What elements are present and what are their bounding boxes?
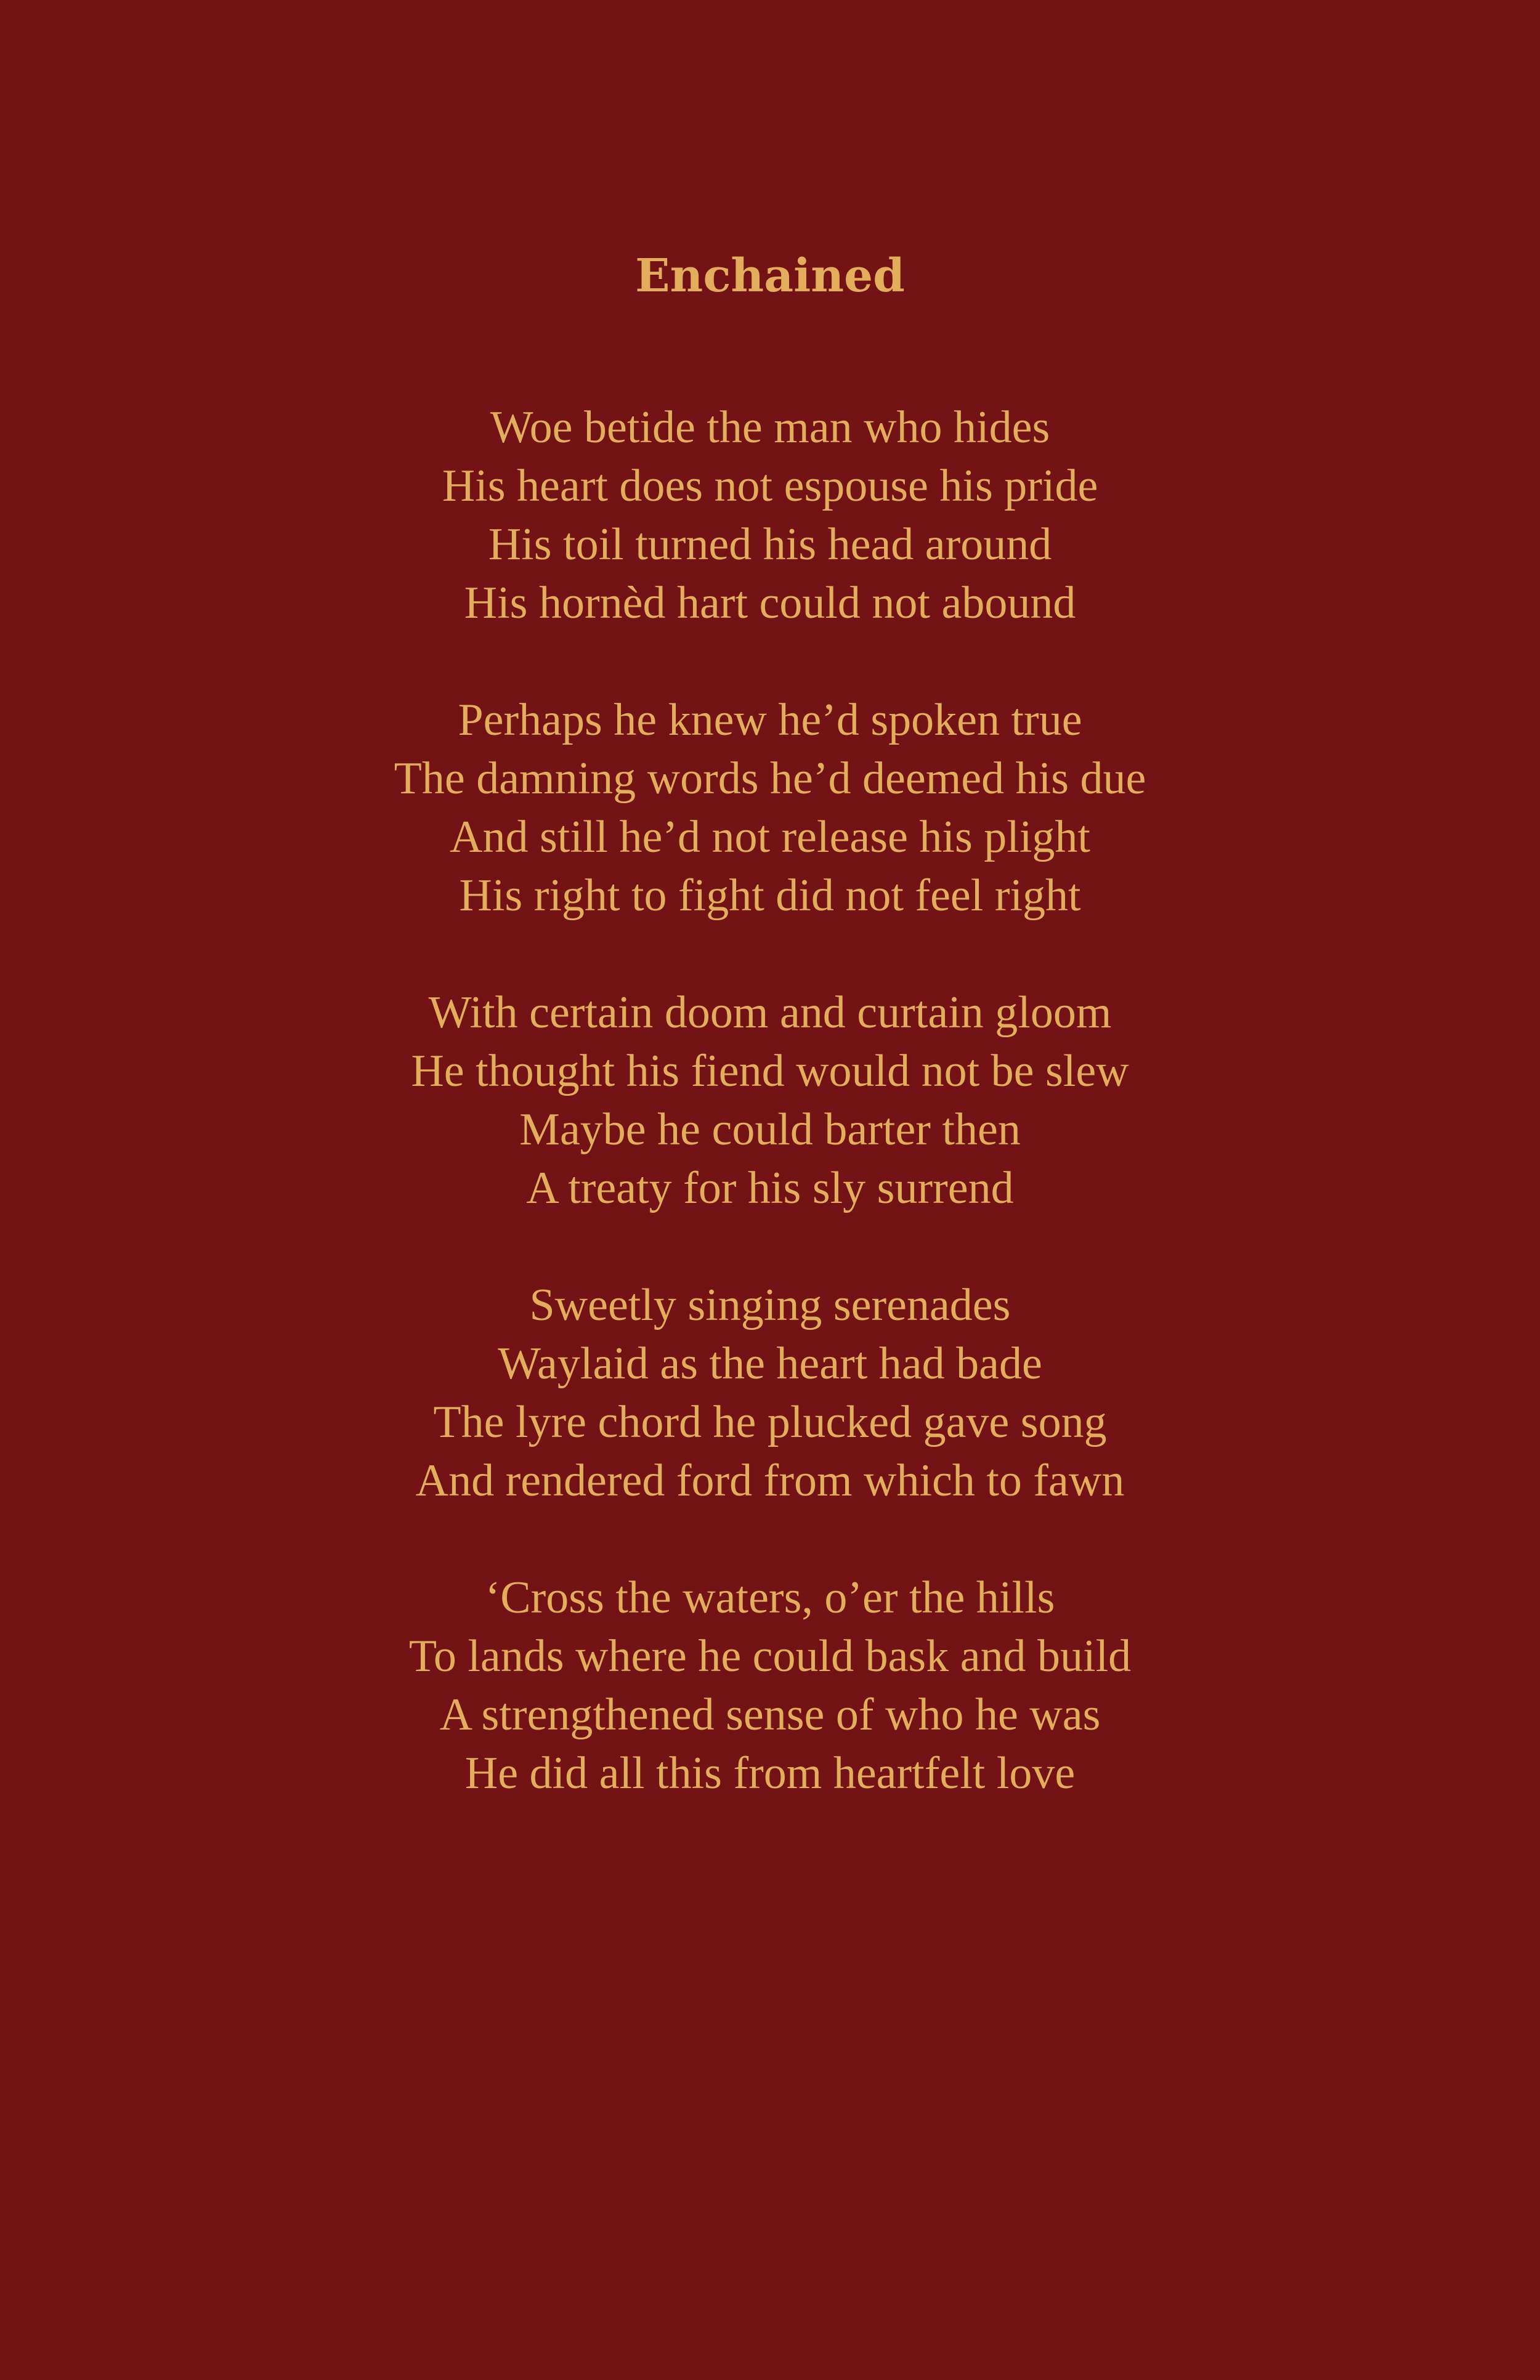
poem-line: Waylaid as the heart had bade <box>498 1338 1042 1389</box>
poem-line: His toil turned his head around <box>488 519 1052 570</box>
stanza-3 <box>0 984 1540 1218</box>
poem-line: The damning words he’d deemed his due <box>394 753 1146 804</box>
poem-line: A treaty for his sly surrend <box>526 1163 1014 1213</box>
poem-title: Enchained <box>635 249 905 302</box>
stanza-1 <box>0 399 1540 633</box>
poem-line: His heart does not espouse his pride <box>442 461 1098 511</box>
poem-line: Perhaps he knew he’d spoken true <box>458 695 1082 745</box>
poem-line: And still he’d not release his plight <box>450 812 1090 862</box>
poem-line: Maybe he could barter then <box>519 1104 1021 1155</box>
poem-line: Sweetly singing serenades <box>529 1280 1011 1330</box>
poem-line: And rendered ford from which to fawn <box>415 1455 1125 1506</box>
poem-line: ‘Cross the waters, o’er the hills <box>485 1572 1055 1623</box>
poem-line: A strengthened sense of who he was <box>439 1690 1101 1740</box>
poem-body <box>0 399 1540 1861</box>
poem-line: With certain doom and curtain gloom <box>428 987 1112 1038</box>
stanza-2 <box>0 691 1540 925</box>
poem-line: His hornèd hart could not abound <box>464 578 1076 628</box>
stanza-5 <box>0 1569 1540 1803</box>
poem-line: He thought his fiend would not be slew <box>411 1046 1129 1096</box>
poem-line: Woe betide the man who hides <box>490 402 1050 453</box>
stanza-4 <box>0 1276 1540 1510</box>
poem-line: The lyre chord he plucked gave song <box>433 1397 1107 1447</box>
poem-line: His right to fight did not feel right <box>459 870 1081 921</box>
poem-line: He did all this from heartfelt love <box>464 1748 1076 1799</box>
poem-line: To lands where he could bask and build <box>408 1631 1132 1682</box>
